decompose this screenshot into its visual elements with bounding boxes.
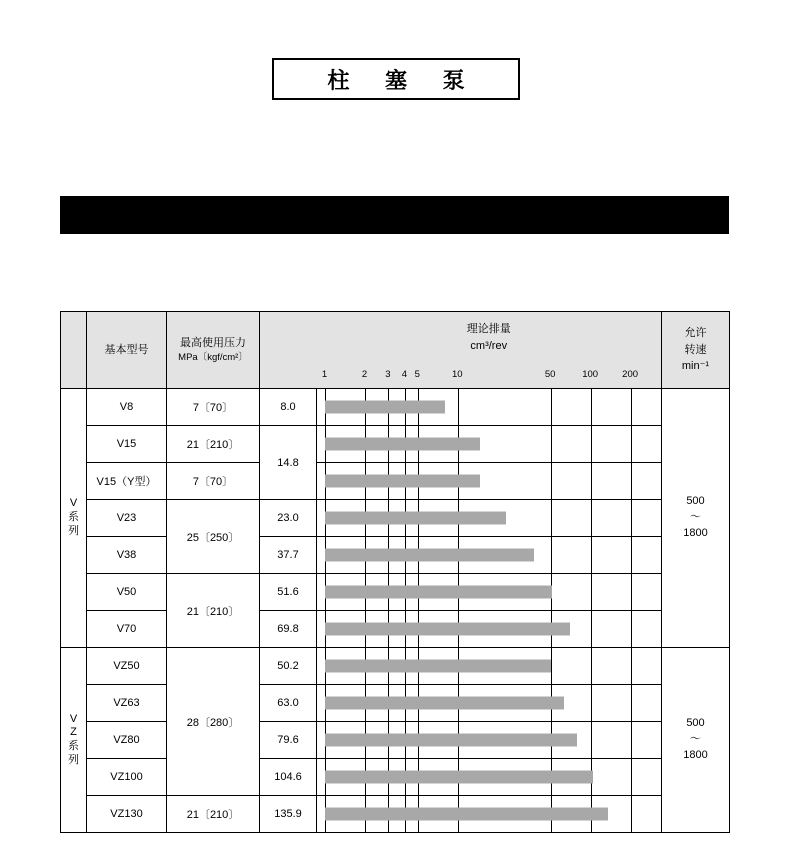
chart-cell [317, 389, 662, 426]
displacement-bar [325, 660, 551, 673]
spec-table [60, 311, 730, 833]
speed-line: 500 [686, 495, 705, 508]
displacement-bar [325, 586, 552, 599]
table-row [61, 648, 730, 685]
chart-cell [317, 722, 662, 759]
section-divider-bar [60, 196, 729, 234]
chart-tick-2: 2 [361, 369, 368, 380]
speed-line: 〜 [690, 511, 701, 524]
chart-tick-1: 1 [321, 369, 328, 380]
max-pressure-value: 21〔210〕 [167, 426, 260, 463]
table-row [61, 722, 730, 759]
chart-tick-4: 4 [401, 369, 408, 380]
displacement-bar [325, 623, 570, 636]
table-row [61, 463, 730, 500]
table-row [61, 426, 730, 463]
chart-cell [317, 537, 662, 574]
chart-title [317, 321, 662, 354]
model-name: VZ130 [87, 796, 167, 833]
chart-tick-labels [317, 368, 662, 384]
displacement-bar [325, 401, 445, 414]
speed-line: 1800 [683, 526, 708, 539]
chart-cell [317, 796, 662, 833]
series-label-char: V [69, 712, 78, 725]
header-speed-line2: 转速 [684, 343, 707, 356]
chart-title-line2: cm³/rev [470, 339, 508, 352]
displacement-bar [325, 549, 534, 562]
series-label-char: V [69, 497, 78, 510]
model-name: V8 [87, 389, 167, 426]
series-label-char: 系 [68, 740, 79, 752]
model-name: V15 [87, 426, 167, 463]
spec-table-wrapper [60, 311, 729, 833]
displacement-value: 79.6 [260, 722, 317, 759]
model-name: V70 [87, 611, 167, 648]
max-pressure-value: 25〔250〕 [167, 500, 260, 574]
model-name: V50 [87, 574, 167, 611]
chart-cell [317, 426, 662, 463]
header-series [61, 312, 87, 389]
displacement-bar [325, 734, 577, 747]
header-speed [662, 312, 730, 389]
model-name: VZ100 [87, 759, 167, 796]
header-chart [317, 312, 662, 389]
header-pressure-line1: 最高使用压力 [180, 336, 246, 349]
model-name: V38 [87, 537, 167, 574]
allowable-speed [662, 389, 730, 648]
displacement-bar [325, 808, 608, 821]
displacement-value: 63.0 [260, 685, 317, 722]
displacement-value: 51.6 [260, 574, 317, 611]
chart-tick-10: 10 [452, 369, 463, 380]
chart-tick-5: 5 [414, 369, 420, 380]
max-pressure-value: 7〔70〕 [167, 389, 260, 426]
speed-line: 500 [686, 717, 705, 730]
series-label [61, 389, 87, 648]
displacement-value: 23.0 [260, 500, 317, 537]
header-model: 基本型号 [87, 312, 167, 389]
header-speed-line1: 允许 [684, 327, 707, 340]
speed-line: 〜 [690, 733, 701, 746]
displacement-value: 135.9 [260, 796, 317, 833]
model-name: VZ80 [87, 722, 167, 759]
displacement-value: 14.8 [260, 426, 317, 500]
chart-cell [317, 500, 662, 537]
displacement-bar [325, 697, 564, 710]
displacement-value: 37.7 [260, 537, 317, 574]
model-name: VZ50 [87, 648, 167, 685]
table-row [61, 685, 730, 722]
displacement-value: 69.8 [260, 611, 317, 648]
series-label-char: 系 [68, 511, 79, 524]
table-row [61, 759, 730, 796]
table-row [61, 574, 730, 611]
table-row [61, 796, 730, 833]
model-name: V15（Y型） [87, 463, 167, 500]
displacement-value: 8.0 [260, 389, 317, 426]
chart-tick-100: 100 [582, 369, 599, 380]
chart-cell [317, 574, 662, 611]
chart-tick-50: 50 [544, 369, 556, 380]
table-row [61, 537, 730, 574]
chart-cell [317, 463, 662, 500]
table-row [61, 500, 730, 537]
displacement-value: 104.6 [260, 759, 317, 796]
displacement-value: 50.2 [260, 648, 317, 685]
page-title-box [272, 58, 520, 100]
header-pressure [167, 312, 260, 389]
table-row [61, 611, 730, 648]
displacement-bar [325, 512, 506, 525]
displacement-bar [325, 771, 593, 784]
displacement-bar [325, 475, 480, 488]
header-speed-line3: min⁻¹ [681, 360, 710, 373]
series-label-char: 列 [68, 753, 79, 766]
chart-tick-200: 200 [622, 369, 639, 380]
model-name: VZ63 [87, 685, 167, 722]
series-label-char: 列 [68, 524, 79, 537]
table-row [61, 389, 730, 426]
table-body [61, 389, 730, 833]
max-pressure-value: 21〔210〕 [167, 796, 260, 833]
series-label-char: Z [70, 726, 77, 739]
header-displacement-spacer [260, 312, 317, 389]
allowable-speed [662, 648, 730, 833]
page-title: 柱 塞 泵 [327, 68, 479, 94]
chart-scale-header [317, 312, 662, 388]
max-pressure-value: 21〔210〕 [167, 574, 260, 648]
chart-cell [317, 611, 662, 648]
chart-cell [317, 759, 662, 796]
max-pressure-value: 28〔280〕 [167, 648, 260, 796]
chart-title-line1: 理论排量 [466, 323, 511, 335]
chart-cell [317, 685, 662, 722]
displacement-bar [325, 438, 480, 451]
speed-line: 1800 [683, 748, 708, 761]
model-name: V23 [87, 500, 167, 537]
chart-tick-3: 3 [385, 369, 391, 380]
header-pressure-line2: MPa〔kgf/cm²〕 [178, 352, 248, 364]
table-header-row [61, 312, 730, 389]
max-pressure-value: 7〔70〕 [167, 463, 260, 500]
series-label [61, 648, 87, 833]
chart-cell [317, 648, 662, 685]
